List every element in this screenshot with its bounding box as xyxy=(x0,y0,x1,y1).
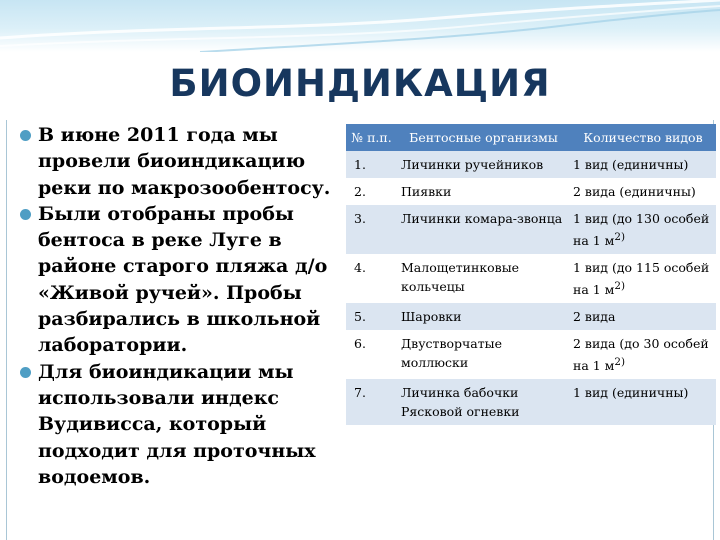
table-row xyxy=(346,151,716,178)
row-count-sup: 2) xyxy=(614,280,626,293)
bullet-dot-icon xyxy=(20,367,31,378)
row-num: 7. xyxy=(346,379,397,425)
bullet-dot-icon xyxy=(20,130,31,141)
row-organism: Малощетинковые кольчецы xyxy=(397,254,569,303)
row-count-text: 2 вида (до 30 особей на 1 м xyxy=(573,336,709,374)
row-num: 1. xyxy=(346,151,397,178)
row-count: 1 вид (единичны) xyxy=(569,379,716,425)
row-num: 6. xyxy=(346,330,397,379)
header-count: Количество видов xyxy=(569,124,716,151)
row-count xyxy=(569,205,716,254)
row-count xyxy=(569,330,716,379)
row-organism: Шаровки xyxy=(397,303,569,330)
row-num: 4. xyxy=(346,254,397,303)
benthos-table xyxy=(346,124,716,425)
header-num: № п.п. xyxy=(346,124,397,151)
header-organism: Бентосные организмы xyxy=(397,124,569,151)
left-border-line xyxy=(6,120,7,540)
row-organism: Личинки комара-звонца xyxy=(397,205,569,254)
bullet-dot-icon xyxy=(20,209,31,220)
bullet-item xyxy=(18,359,348,490)
table-row xyxy=(346,379,716,425)
row-num: 3. xyxy=(346,205,397,254)
row-organism: Личинки ручейников xyxy=(397,151,569,178)
bullet-text: Были отобраны пробы бентоса в реке Луге в районе старого пляжа д/о «Живой ручей». Пробы разбирались в школьной лаборатории. xyxy=(38,202,328,357)
table-row xyxy=(346,254,716,303)
bullet-text: В июне 2011 года мы провели биоиндикацию реки по макрозообентосу. xyxy=(38,124,331,199)
row-num: 2. xyxy=(346,178,397,205)
header-wave-decoration xyxy=(0,0,720,52)
row-count-text: 1 вид (до 130 особей на 1 м xyxy=(573,211,710,249)
row-organism: Личинка бабочки Рясковой огневки xyxy=(397,379,569,425)
row-count-sup: 2) xyxy=(614,231,626,243)
row-count: 1 вид (единичны) xyxy=(569,151,716,178)
row-num: 5. xyxy=(346,303,397,330)
table-header-row xyxy=(346,124,716,151)
table-row xyxy=(346,303,716,330)
row-count-sup: 2) xyxy=(614,356,626,369)
row-count: 2 вида (единичны) xyxy=(569,178,716,205)
bullet-item xyxy=(18,201,348,359)
decorative-header-band xyxy=(0,0,720,52)
table-row xyxy=(346,178,716,205)
slide-title: БИОИНДИКАЦИЯ xyxy=(169,62,551,105)
bullet-text: Для биоиндикации мы использовали индекс Вудивисса, который подходит для проточных водоемов. xyxy=(38,360,316,488)
row-count: 2 вида xyxy=(569,303,716,330)
row-count-text: 1 вид (до 115 особей на 1 м xyxy=(573,260,710,298)
bullet-list xyxy=(18,122,348,490)
row-count xyxy=(569,254,716,303)
table-row xyxy=(346,205,716,254)
table-row xyxy=(346,330,716,379)
bullet-item xyxy=(18,122,348,201)
row-organism: Пиявки xyxy=(397,178,569,205)
row-organism: Двустворчатые моллюски xyxy=(397,330,569,379)
